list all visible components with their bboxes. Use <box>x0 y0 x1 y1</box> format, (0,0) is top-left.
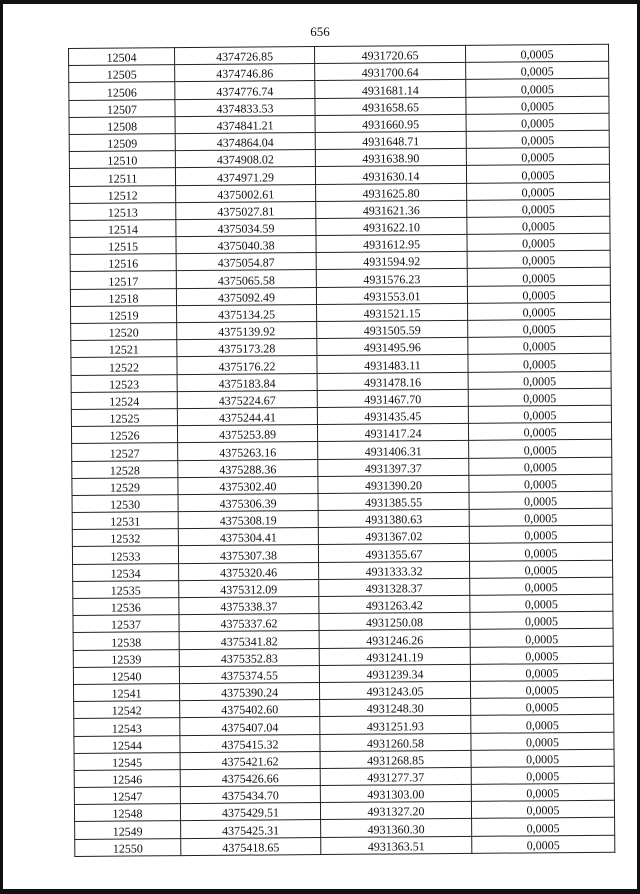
x-coordinate-cell: 4375134.25 <box>177 304 317 322</box>
point-number-cell: 12510 <box>69 151 175 169</box>
value-cell: 0,0005 <box>469 474 612 492</box>
y-coordinate-cell: 4931390.20 <box>318 475 469 493</box>
point-number-cell: 12509 <box>69 134 175 152</box>
x-coordinate-cell: 4375320.46 <box>179 562 319 580</box>
x-coordinate-cell: 4375302.40 <box>178 476 318 494</box>
value-cell: 0,0005 <box>472 818 615 836</box>
y-coordinate-cell: 4931268.85 <box>320 750 471 768</box>
point-number-cell: 12513 <box>70 202 176 220</box>
x-coordinate-cell: 4375338.37 <box>179 597 319 615</box>
point-number-cell: 12506 <box>69 82 175 100</box>
point-number-cell: 12518 <box>70 288 176 306</box>
point-number-cell: 12508 <box>69 116 175 134</box>
y-coordinate-cell: 4931553.01 <box>316 286 467 304</box>
point-number-cell: 12512 <box>70 185 176 203</box>
value-cell: 0,0005 <box>469 457 612 475</box>
point-number-cell: 12526 <box>71 426 177 444</box>
point-number-cell: 12546 <box>74 770 180 788</box>
value-cell: 0,0005 <box>471 783 614 801</box>
value-cell: 0,0005 <box>469 543 612 561</box>
value-cell: 0,0005 <box>467 285 610 303</box>
x-coordinate-cell: 4375002.61 <box>176 184 316 202</box>
x-coordinate-cell: 4375027.81 <box>176 201 316 219</box>
point-number-cell: 12523 <box>71 374 177 392</box>
y-coordinate-cell: 4931248.30 <box>320 698 471 716</box>
value-cell: 0,0005 <box>465 44 608 62</box>
x-coordinate-cell: 4375306.39 <box>178 493 318 511</box>
value-cell: 0,0005 <box>470 629 613 647</box>
y-coordinate-cell: 4931648.71 <box>315 131 466 149</box>
x-coordinate-cell: 4375374.55 <box>179 665 319 683</box>
table-row <box>75 835 615 856</box>
y-coordinate-cell: 4931495.96 <box>317 338 468 356</box>
x-coordinate-cell: 4375092.49 <box>176 287 316 305</box>
y-coordinate-cell: 4931333.32 <box>319 561 470 579</box>
y-coordinate-cell: 4931327.20 <box>320 802 471 820</box>
point-number-cell: 12504 <box>69 48 175 66</box>
x-coordinate-cell: 4375352.83 <box>179 648 319 666</box>
x-coordinate-cell: 4375263.16 <box>178 442 318 460</box>
y-coordinate-cell: 4931367.02 <box>318 527 469 545</box>
x-coordinate-cell: 4375307.38 <box>178 545 318 563</box>
point-number-cell: 12531 <box>72 512 178 530</box>
point-number-cell: 12525 <box>71 409 177 427</box>
value-cell: 0,0005 <box>468 336 611 354</box>
y-coordinate-cell: 4931594.92 <box>316 252 467 270</box>
point-number-cell: 12515 <box>70 237 176 255</box>
value-cell: 0,0005 <box>471 697 614 715</box>
y-coordinate-cell: 4931251.93 <box>320 716 471 734</box>
value-cell: 0,0005 <box>466 96 609 114</box>
y-coordinate-cell: 4931576.23 <box>316 269 467 287</box>
value-cell: 0,0005 <box>469 440 612 458</box>
point-number-cell: 12547 <box>74 787 180 805</box>
y-coordinate-cell: 4931417.24 <box>317 423 468 441</box>
point-number-cell: 12534 <box>73 563 179 581</box>
x-coordinate-cell: 4375253.89 <box>177 425 317 443</box>
y-coordinate-cell: 4931521.15 <box>317 303 468 321</box>
x-coordinate-cell: 4375176.22 <box>177 356 317 374</box>
point-number-cell: 12536 <box>73 598 179 616</box>
y-coordinate-cell: 4931277.37 <box>320 767 471 785</box>
value-cell: 0,0005 <box>470 680 613 698</box>
x-coordinate-cell: 4374841.21 <box>175 115 315 133</box>
x-coordinate-cell: 4375429.51 <box>180 803 320 821</box>
x-coordinate-cell: 4375224.67 <box>177 390 317 408</box>
value-cell: 0,0005 <box>468 371 611 389</box>
x-coordinate-cell: 4374833.53 <box>175 98 315 116</box>
value-cell: 0,0005 <box>467 268 610 286</box>
scan-border-left <box>0 0 3 894</box>
point-number-cell: 12537 <box>73 615 179 633</box>
point-number-cell: 12550 <box>75 838 181 856</box>
scan-border-bottom <box>0 889 640 894</box>
value-cell: 0,0005 <box>467 199 610 217</box>
y-coordinate-cell: 4931260.58 <box>320 733 471 751</box>
x-coordinate-cell: 4374746.86 <box>175 64 315 82</box>
point-number-cell: 12507 <box>69 99 175 117</box>
y-coordinate-cell: 4931328.37 <box>319 578 470 596</box>
y-coordinate-cell: 4931660.95 <box>315 114 466 132</box>
point-number-cell: 12527 <box>72 443 178 461</box>
value-cell: 0,0005 <box>466 113 609 131</box>
value-cell: 0,0005 <box>467 216 610 234</box>
value-cell: 0,0005 <box>468 388 611 406</box>
page-number: 656 <box>310 24 330 39</box>
y-coordinate-cell: 4931239.34 <box>319 664 470 682</box>
x-coordinate-cell: 4375304.41 <box>178 528 318 546</box>
y-coordinate-cell: 4931250.08 <box>319 613 470 631</box>
value-cell: 0,0005 <box>466 79 609 97</box>
value-cell: 0,0005 <box>470 560 613 578</box>
y-coordinate-cell: 4931621.36 <box>316 200 467 218</box>
point-number-cell: 12532 <box>72 529 178 547</box>
x-coordinate-cell: 4375244.41 <box>177 407 317 425</box>
y-coordinate-cell: 4931303.00 <box>320 784 471 802</box>
value-cell: 0,0005 <box>469 508 612 526</box>
value-cell: 0,0005 <box>471 749 614 767</box>
point-number-cell: 12541 <box>73 684 179 702</box>
y-coordinate-cell: 4931380.63 <box>318 509 469 527</box>
y-coordinate-cell: 4931630.14 <box>315 166 466 184</box>
value-cell: 0,0005 <box>468 405 611 423</box>
y-coordinate-cell: 4931397.37 <box>318 458 469 476</box>
value-cell: 0,0005 <box>466 61 609 79</box>
value-cell: 0,0005 <box>468 422 611 440</box>
y-coordinate-cell: 4931483.11 <box>317 355 468 373</box>
x-coordinate-cell: 4375034.59 <box>176 218 316 236</box>
x-coordinate-cell: 4374864.04 <box>175 132 315 150</box>
value-cell: 0,0005 <box>467 233 610 251</box>
value-cell: 0,0005 <box>470 577 613 595</box>
point-number-cell: 12514 <box>70 220 176 238</box>
value-cell: 0,0005 <box>472 835 615 853</box>
x-coordinate-cell: 4375065.58 <box>176 270 316 288</box>
x-coordinate-cell: 4375341.82 <box>179 631 319 649</box>
point-number-cell: 12520 <box>71 323 177 341</box>
point-number-cell: 12539 <box>73 649 179 667</box>
x-coordinate-cell: 4375426.66 <box>180 768 320 786</box>
point-number-cell: 12522 <box>71 357 177 375</box>
point-number-cell: 12530 <box>72 495 178 513</box>
y-coordinate-cell: 4931658.65 <box>315 97 466 115</box>
point-number-cell: 12517 <box>70 271 176 289</box>
value-cell: 0,0005 <box>469 491 612 509</box>
point-number-cell: 12519 <box>71 305 177 323</box>
point-number-cell: 12549 <box>75 821 181 839</box>
y-coordinate-cell: 4931385.55 <box>318 492 469 510</box>
value-cell: 0,0005 <box>467 250 610 268</box>
x-coordinate-cell: 4375308.19 <box>178 511 318 529</box>
value-cell: 0,0005 <box>468 354 611 372</box>
y-coordinate-cell: 4931435.45 <box>317 406 468 424</box>
x-coordinate-cell: 4375337.62 <box>179 614 319 632</box>
x-coordinate-cell: 4375434.70 <box>180 786 320 804</box>
value-cell: 0,0005 <box>471 800 614 818</box>
value-cell: 0,0005 <box>466 147 609 165</box>
coordinates-table <box>68 44 615 857</box>
x-coordinate-cell: 4374971.29 <box>175 167 315 185</box>
y-coordinate-cell: 4931505.59 <box>317 320 468 338</box>
value-cell: 0,0005 <box>466 130 609 148</box>
value-cell: 0,0005 <box>470 646 613 664</box>
x-coordinate-cell: 4375312.09 <box>179 579 319 597</box>
point-number-cell: 12545 <box>74 752 180 770</box>
point-number-cell: 12544 <box>74 735 180 753</box>
value-cell: 0,0005 <box>471 732 614 750</box>
point-number-cell: 12538 <box>73 632 179 650</box>
point-number-cell: 12516 <box>70 254 176 272</box>
value-cell: 0,0005 <box>468 302 611 320</box>
x-coordinate-cell: 4374908.02 <box>175 150 315 168</box>
y-coordinate-cell: 4931263.42 <box>319 595 470 613</box>
y-coordinate-cell: 4931241.19 <box>319 647 470 665</box>
x-coordinate-cell: 4375054.87 <box>176 253 316 271</box>
x-coordinate-cell: 4375402.60 <box>180 700 320 718</box>
x-coordinate-cell: 4375288.36 <box>178 459 318 477</box>
point-number-cell: 12543 <box>74 718 180 736</box>
y-coordinate-cell: 4931467.70 <box>317 389 468 407</box>
value-cell: 0,0005 <box>466 165 609 183</box>
table-body <box>69 44 615 856</box>
y-coordinate-cell: 4931360.30 <box>321 819 472 837</box>
point-number-cell: 12535 <box>73 580 179 598</box>
x-coordinate-cell: 4375415.32 <box>180 734 320 752</box>
x-coordinate-cell: 4374726.85 <box>175 47 315 65</box>
point-number-cell: 12540 <box>73 666 179 684</box>
point-number-cell: 12528 <box>72 460 178 478</box>
x-coordinate-cell: 4375139.92 <box>177 322 317 340</box>
y-coordinate-cell: 4931363.51 <box>321 836 472 854</box>
value-cell: 0,0005 <box>470 663 613 681</box>
scan-border-top <box>0 0 640 4</box>
x-coordinate-cell: 4375390.24 <box>179 682 319 700</box>
x-coordinate-cell: 4375183.84 <box>177 373 317 391</box>
y-coordinate-cell: 4931622.10 <box>316 217 467 235</box>
y-coordinate-cell: 4931625.80 <box>316 183 467 201</box>
y-coordinate-cell: 4931681.14 <box>315 80 466 98</box>
value-cell: 0,0005 <box>469 525 612 543</box>
value-cell: 0,0005 <box>467 182 610 200</box>
x-coordinate-cell: 4375040.38 <box>176 236 316 254</box>
y-coordinate-cell: 4931638.90 <box>315 148 466 166</box>
y-coordinate-cell: 4931700.64 <box>315 63 466 81</box>
point-number-cell: 12533 <box>72 546 178 564</box>
value-cell: 0,0005 <box>470 611 613 629</box>
y-coordinate-cell: 4931243.05 <box>319 681 470 699</box>
y-coordinate-cell: 4931720.65 <box>314 45 465 63</box>
x-coordinate-cell: 4375173.28 <box>177 339 317 357</box>
point-number-cell: 12521 <box>71 340 177 358</box>
value-cell: 0,0005 <box>471 766 614 784</box>
value-cell: 0,0005 <box>471 715 614 733</box>
point-number-cell: 12505 <box>69 65 175 83</box>
y-coordinate-cell: 4931246.26 <box>319 630 470 648</box>
x-coordinate-cell: 4375407.04 <box>180 717 320 735</box>
x-coordinate-cell: 4375421.62 <box>180 751 320 769</box>
value-cell: 0,0005 <box>470 594 613 612</box>
y-coordinate-cell: 4931478.16 <box>317 372 468 390</box>
y-coordinate-cell: 4931406.31 <box>318 441 469 459</box>
x-coordinate-cell: 4375425.31 <box>181 820 321 838</box>
point-number-cell: 12529 <box>72 477 178 495</box>
point-number-cell: 12548 <box>74 804 180 822</box>
point-number-cell: 12511 <box>69 168 175 186</box>
value-cell: 0,0005 <box>468 319 611 337</box>
x-coordinate-cell: 4375418.65 <box>181 837 321 855</box>
x-coordinate-cell: 4374776.74 <box>175 81 315 99</box>
point-number-cell: 12524 <box>71 391 177 409</box>
point-number-cell: 12542 <box>74 701 180 719</box>
y-coordinate-cell: 4931612.95 <box>316 234 467 252</box>
y-coordinate-cell: 4931355.67 <box>318 544 469 562</box>
